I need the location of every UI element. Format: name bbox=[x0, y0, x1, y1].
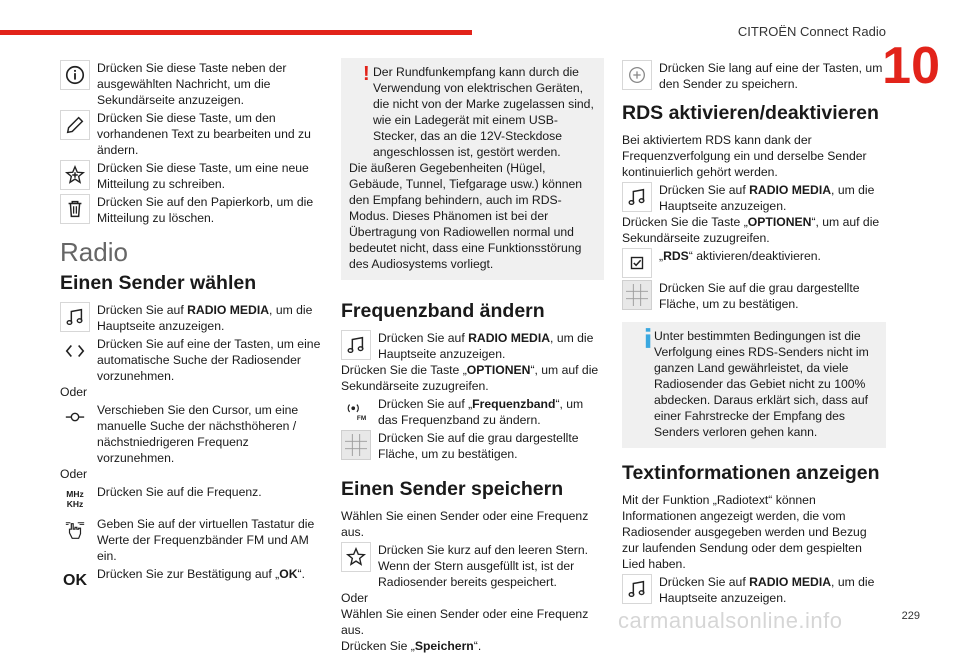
step-text: Drücken Sie auf die grau dargestellte Fläche, um zu bestätigen. bbox=[659, 281, 860, 311]
step-text: Drücken Sie auf eine der Tasten, um eine automatische Suche der Radiosender vorzunehmen. bbox=[97, 337, 321, 383]
warning-icon: ! bbox=[363, 63, 370, 85]
info-note-icon bbox=[644, 328, 653, 352]
step-select-5 bbox=[60, 516, 324, 564]
music-note-icon bbox=[341, 330, 371, 360]
step-text: Drücken Sie auf die grau dargestellte Fläche, um zu bestätigen. bbox=[378, 431, 579, 461]
top-accent-bar bbox=[0, 30, 472, 35]
music-note-icon bbox=[622, 182, 652, 212]
step-band-1: Drücken Sie auf RADIO MEDIA, um die Hauptseite anzuzeigen. bbox=[341, 330, 604, 362]
chevron-left-right-icon bbox=[60, 336, 90, 366]
subsection-title-text: Textinformationen anzeigen bbox=[622, 462, 880, 484]
hand-touch-icon bbox=[60, 516, 90, 546]
step-band-3: FM Drücken Sie auf „Frequenzband“, um das Frequenzband zu ändern. bbox=[341, 396, 604, 428]
step-msg-info bbox=[60, 60, 324, 108]
step-msg-new bbox=[60, 160, 324, 192]
oder-text: Oder bbox=[341, 591, 369, 605]
checkbox-icon bbox=[622, 248, 652, 278]
subsection-title-rds: RDS aktivieren/deaktivieren bbox=[622, 102, 879, 124]
step-text: Drücken Sie diese Taste neben der ausgewählten Nachricht, um die Sekundärseite anzuzeigen. bbox=[97, 61, 287, 107]
step-band-4 bbox=[341, 430, 604, 462]
step-select-1: Drücken Sie auf RADIO MEDIA, um die Hauptseite anzuzeigen. bbox=[60, 302, 324, 334]
store-intro: Wählen Sie einen Sender oder eine Frequenz aus. bbox=[341, 509, 589, 539]
step-text-1: Drücken Sie auf RADIO MEDIA, um die Hauptseite anzuzeigen. bbox=[622, 574, 886, 606]
grey-area-icon bbox=[341, 430, 371, 460]
radio-media-label: RADIO MEDIA bbox=[187, 303, 270, 317]
step-text: Verschieben Sie den Cursor, um eine manuelle Suche der nächsthöheren / nächstniedrigeren Frequenz vorzunehmen. bbox=[97, 403, 299, 465]
band-step-2: Drücken Sie die Taste „OPTIONEN“, um auf die Sekundärseite zuzugreifen. bbox=[341, 363, 599, 393]
step-msg-edit bbox=[60, 110, 324, 158]
info-icon bbox=[60, 60, 90, 90]
step-text: Drücken Sie diese Taste, um eine neue Mitteilung zu schreiben. bbox=[97, 161, 309, 191]
rds-step-2: Drücken Sie die Taste „OPTIONEN“, um auf die Sekundärseite zuzugreifen. bbox=[622, 215, 880, 245]
column-3 bbox=[622, 58, 886, 606]
subsection-title-band: Frequenzband ändern bbox=[341, 300, 545, 322]
svg-text:FM: FM bbox=[356, 415, 367, 422]
info-note-text: Unter bestimmten Bedingungen ist die Verfolgung eines RDS-Senders nicht im ganzen Land gewährleistet, da viele Radiosender das Gebiet nicht zu 100% abdecken. Daraus erklärt sich, dass auf einer Fahrstrecke der Empfang des Senders verloren gehen kann. bbox=[654, 329, 869, 439]
preset-plus-icon bbox=[622, 60, 652, 90]
step-select-3 bbox=[60, 402, 324, 466]
step-rds-4 bbox=[622, 280, 886, 312]
page-number: 229 bbox=[901, 610, 920, 622]
step-msg-delete bbox=[60, 194, 324, 226]
pencil-icon bbox=[60, 110, 90, 140]
store-step-2: Drücken Sie „Speichern“. bbox=[341, 639, 482, 653]
frequency-icon: MHz KHz bbox=[60, 484, 90, 514]
step-rds-1: Drücken Sie auf RADIO MEDIA, um die Hauptseite anzuzeigen. bbox=[622, 182, 886, 214]
step-store-1 bbox=[341, 542, 604, 590]
ok-icon: OK bbox=[60, 566, 90, 596]
trash-icon bbox=[60, 194, 90, 224]
warning-text-1: Der Rundfunkempfang kann durch die Verwendung von elektrischen Geräten, die nicht von der Marke zugelassen sind, wie ein Ladegerät mit einem USB-Stecker, das an die 12V-Steckdose angeschlossen ist, gestört werden. bbox=[373, 65, 594, 159]
step-select-2 bbox=[60, 336, 324, 384]
step-text: Drücken Sie diese Taste, um den vorhandenen Text zu bearbeiten und zu ändern. bbox=[97, 111, 311, 157]
step-rds-3: „RDS“ aktivieren/deaktivieren. bbox=[622, 248, 886, 278]
new-message-icon bbox=[60, 160, 90, 190]
chapter-number: 10 bbox=[882, 37, 940, 95]
warning-text-2: Die äußeren Gegebenheiten (Hügel, Gebäude, Tunnel, Tiefgarage usw.) können den Empfang behindern, auch im RDS-Modus. Dieses Phänomen ist bei der Übertragung von Radiowellen normal und bedeutet nicht, dass eine Funktionsstörung des Audiosystems vorliegt. bbox=[349, 161, 583, 271]
text-intro: Mit der Funktion „Radiotext“ können Informationen angezeigt werden, die vom Radiosender ausgegeben werden und Bezug zur laufenden Sendung oder dem gespielten Lied haben. bbox=[622, 493, 867, 571]
step-select-6: OK Drücken Sie zur Bestätigung auf „OK“. bbox=[60, 566, 324, 596]
subsection-title-select: Einen Sender wählen bbox=[60, 272, 257, 294]
info-note-box bbox=[622, 322, 886, 448]
step-select-4 bbox=[60, 484, 324, 514]
step-text: Drücken Sie auf den Papierkorb, um die Mitteilung zu löschen. bbox=[97, 195, 314, 225]
warning-box bbox=[341, 58, 604, 280]
oder-text: Oder bbox=[60, 385, 88, 399]
step-text: Geben Sie auf der virtuellen Tastatur die Werte der Frequenzbänder FM und AM ein. bbox=[97, 517, 315, 563]
grey-area-icon bbox=[622, 280, 652, 310]
oder-text: Oder bbox=[60, 467, 88, 481]
column-1 bbox=[60, 58, 324, 596]
step-text: Drücken Sie lang auf eine der Tasten, um den Sender zu speichern. bbox=[659, 61, 883, 91]
music-note-icon bbox=[622, 574, 652, 604]
column-2 bbox=[341, 58, 604, 654]
subsection-title-store: Einen Sender speichern bbox=[341, 478, 564, 500]
section-title-radio: Radio bbox=[60, 237, 128, 267]
store-intro-2: Wählen Sie einen Sender oder eine Frequenz aus. bbox=[341, 607, 589, 637]
step-store-3 bbox=[622, 60, 886, 92]
step-text: Drücken Sie kurz auf den leeren Stern. Wenn der Stern ausgefüllt ist, ist der Radiosender bereits gespeichert. bbox=[378, 543, 589, 589]
slider-cursor-icon bbox=[60, 402, 90, 432]
radio-fm-icon bbox=[341, 396, 371, 426]
star-icon bbox=[341, 542, 371, 572]
header-title: CITROËN Connect Radio bbox=[737, 24, 886, 39]
rds-intro: Bei aktiviertem RDS kann dank der Frequenzverfolgung ein und derselbe Sender kontinuierlich gehört werden. bbox=[622, 133, 867, 179]
watermark: carmanualsonline.info bbox=[618, 608, 843, 633]
step-text: Drücken Sie auf die Frequenz. bbox=[97, 485, 262, 499]
music-note-icon bbox=[60, 302, 90, 332]
